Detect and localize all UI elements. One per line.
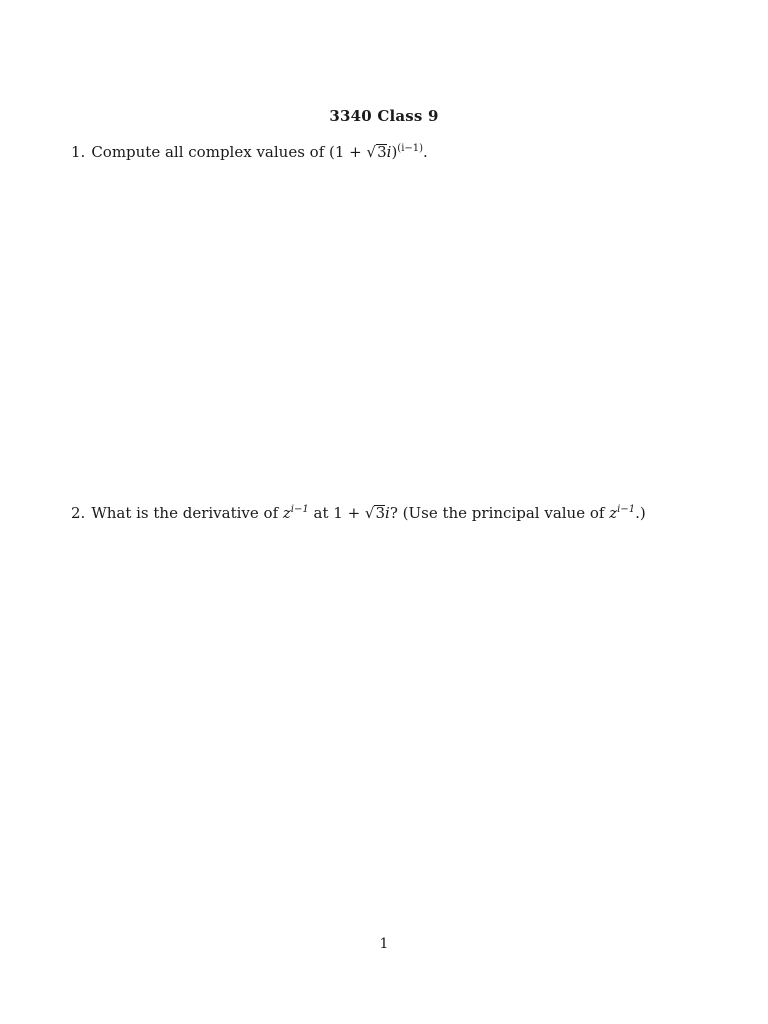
problem-text-end: . [423,143,428,161]
radical-sign-icon: √ [366,143,377,161]
problem-number: 2. [71,504,86,522]
problem-text: What is the derivative of [91,504,283,522]
imaginary-unit: i [386,143,392,161]
exponent: (i−1) [397,143,424,154]
document-title: 3340 Class 9 [329,107,439,125]
math-open: (1 + [329,143,367,161]
problem-text-mid: at 1 + [308,504,365,522]
exponent: i−1 [617,504,636,515]
square-root [367,143,387,161]
imaginary-unit: i [385,504,390,522]
math-close: ) [391,143,398,161]
exponent: i−1 [290,504,309,515]
math-expression [329,143,423,161]
variable-z: z [609,504,618,522]
problem-number: 1. [71,143,86,161]
problem-text: Compute all complex values of [91,143,330,161]
problem-text-end: .) [635,504,646,522]
problem-2 [71,504,646,522]
square-root [365,504,385,522]
radicand: 3 [377,143,387,161]
problem-text-after: ? (Use the principal value of [389,504,610,522]
page-number: 1 [379,936,389,952]
problem-1 [71,143,428,161]
variable-z: z [282,504,291,522]
radicand: 3 [375,504,386,522]
radical-sign-icon: √ [364,504,375,522]
